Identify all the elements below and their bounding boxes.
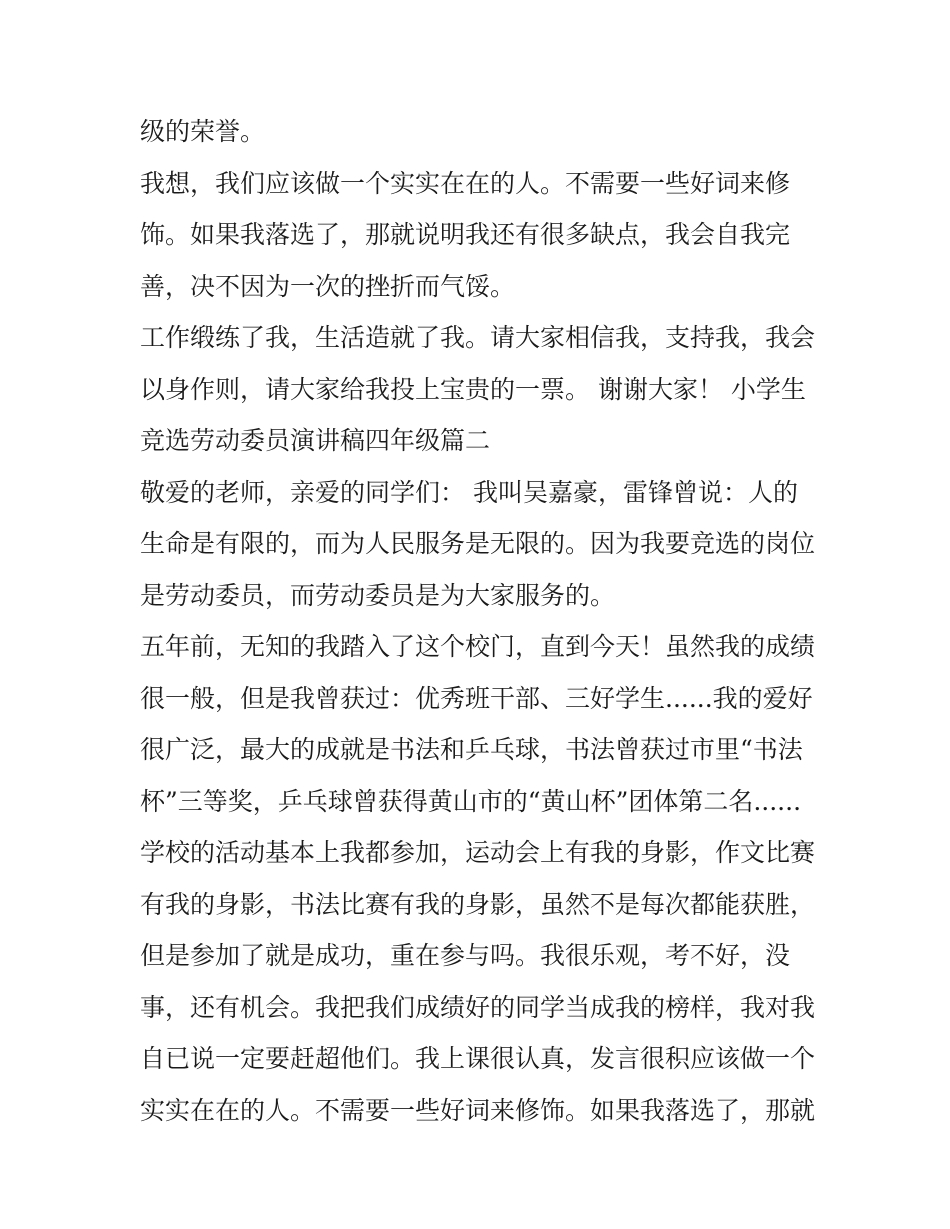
text-line: 自已说一定要赶超他们。我上课很认真，发言很积应该做一个: [140, 1044, 816, 1073]
section-heading-line: 竞选劳动委员演讲稿四年级篇二: [140, 426, 491, 455]
text-line: 事，还有机会。我把我们成绩好的同学当成我的榜样，我对我: [140, 992, 816, 1022]
text-line: 级的荣誉。: [140, 117, 266, 146]
text-line: 学校的活动基本上我都参加，运动会上有我的身影，作文比赛: [140, 838, 816, 867]
text-line: 五年前，无知的我踏入了这个校门，直到今天！虽然我的成绩: [140, 632, 816, 661]
text-line: 是劳动委员，而劳动委员是为大家服务的。: [140, 580, 616, 610]
text-line: 有我的身影，书法比赛有我的身影，虽然不是每次都能获胜，: [140, 889, 816, 919]
text-line: 以身作则，请大家给我投上宝贵的一票。 谢谢大家！ 小学生: [140, 374, 806, 404]
text-line: 但是参加了就是成功，重在参与吗。我很乐观，考不好，没: [140, 941, 791, 970]
text-line: 很广泛，最大的成就是书法和乒乓球，书法曾获过市里“书法: [140, 735, 803, 764]
document-body-text: [140, 106, 820, 1136]
text-line: 很一般，但是我曾获过：优秀班干部、三好学生......我的爱好: [140, 683, 813, 713]
text-line: 我想，我们应该做一个实实在在的人。不需要一些好词来修: [140, 168, 791, 198]
text-line: 杯”三等奖，乒乓球曾获得黄山市的“黄山杯”团体第二名......: [140, 786, 802, 816]
text-line: 生命是有限的，而为人民服务是无限的。因为我要竞选的岗位: [140, 529, 816, 558]
text-line: 实实在在的人。不需要一些好词来修饰。如果我落选了，那就: [140, 1095, 816, 1125]
text-line: 工作缎练了我，生活造就了我。请大家相信我，支持我，我会: [140, 323, 816, 352]
text-line: 善，决不因为一次的挫折而气馁。: [140, 271, 516, 301]
text-line: 敬爱的老师，亲爱的同学们： 我叫吴嘉豪，雷锋曾说：人的: [140, 477, 798, 507]
text-line: 饰。如果我落选了，那就说明我还有很多缺点，我会自我完: [140, 220, 791, 249]
